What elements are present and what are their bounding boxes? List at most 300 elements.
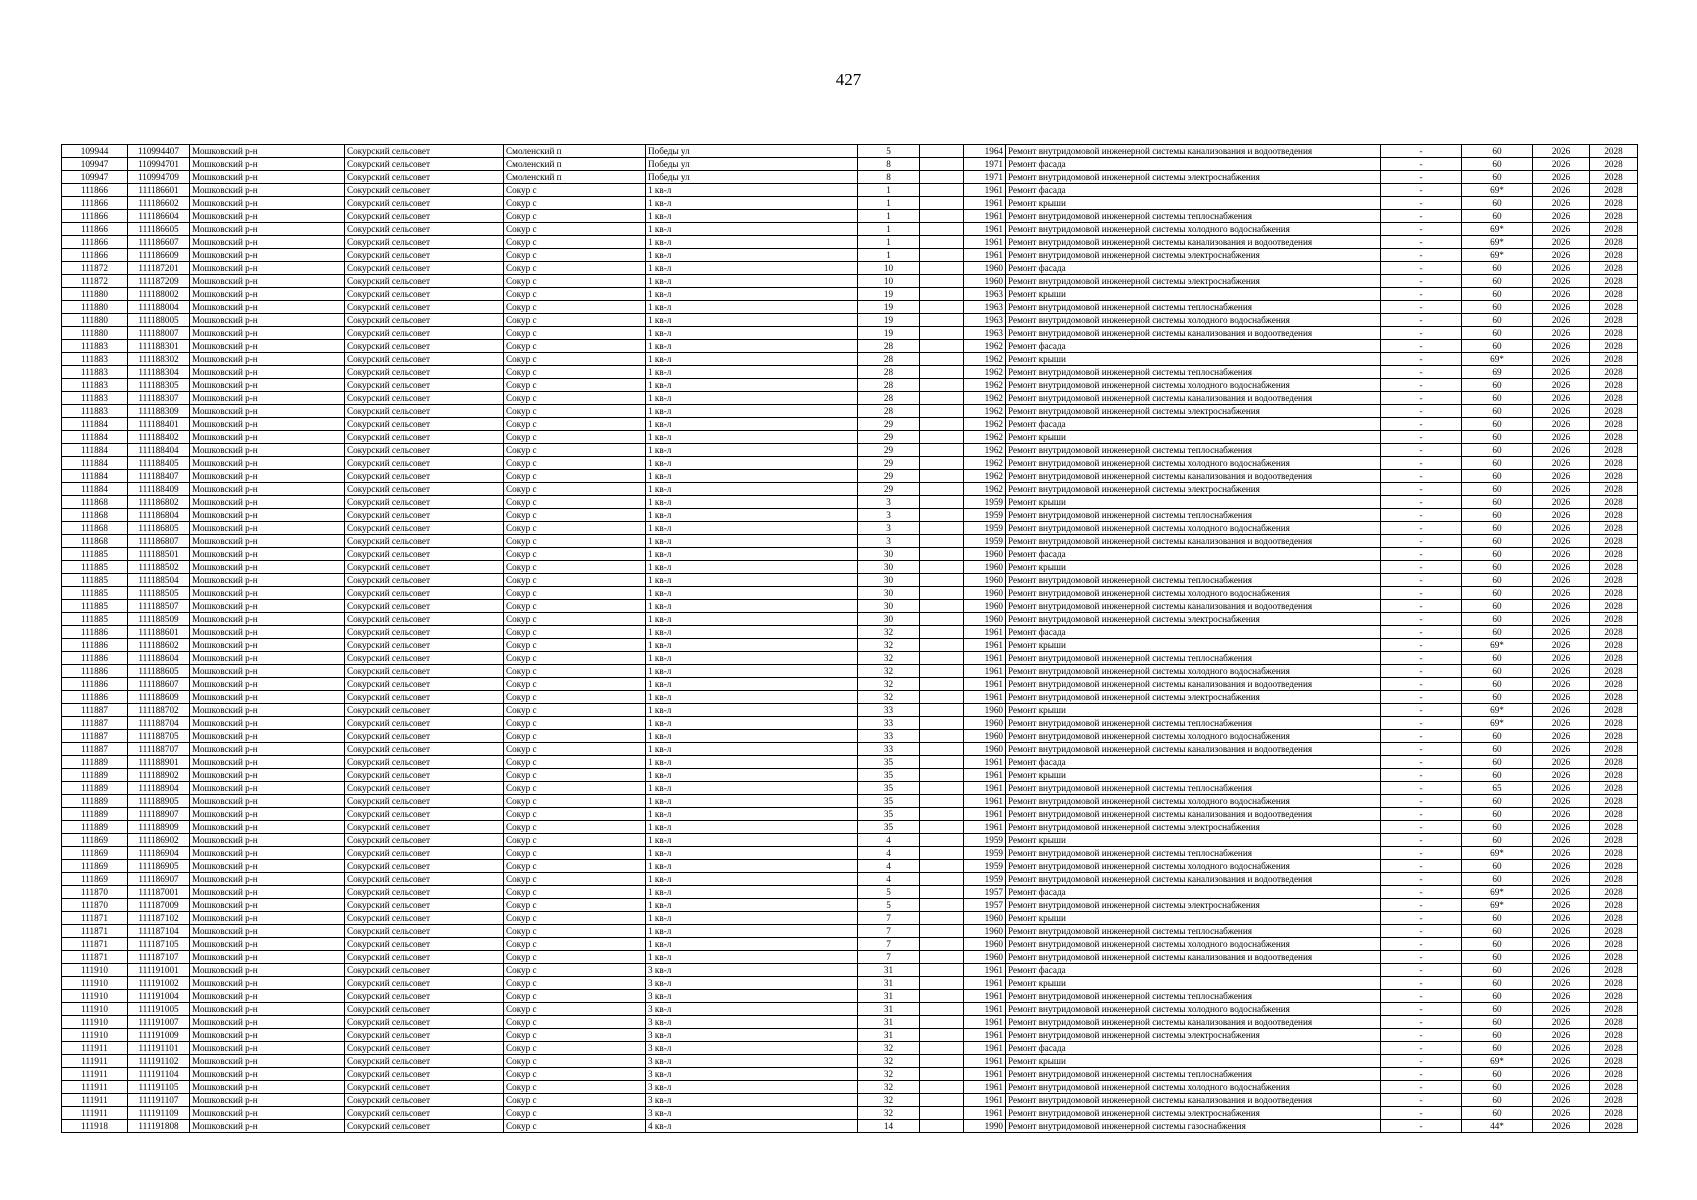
table-row (62, 1029, 1638, 1042)
cell-dash-column: - (1381, 1120, 1462, 1133)
cell-value: 60 (1462, 288, 1533, 301)
cell-locality: Сокур с (504, 873, 646, 886)
cell-house-id: 111910 (62, 964, 128, 977)
cell-house-number: 5 (858, 145, 920, 158)
cell-value: 60 (1462, 340, 1533, 353)
cell-house-id: 111872 (62, 262, 128, 275)
cell-house-id: 111910 (62, 990, 128, 1003)
cell-street: 1 кв-л (646, 821, 858, 834)
cell-work-id: 111186609 (128, 249, 190, 262)
cell-work-type: Ремонт фасада (1006, 756, 1381, 769)
cell-house-id: 109947 (62, 158, 128, 171)
cell-year-built: 1962 (964, 483, 1006, 496)
cell-year-built: 1961 (964, 197, 1006, 210)
cell-start-year: 2026 (1533, 756, 1590, 769)
cell-year-built: 1961 (964, 1016, 1006, 1029)
cell-start-year: 2026 (1533, 717, 1590, 730)
cell-value: 60 (1462, 1081, 1533, 1094)
table-row (62, 860, 1638, 873)
cell-house-number: 35 (858, 782, 920, 795)
cell-work-id: 111188901 (128, 756, 190, 769)
cell-work-id: 111188409 (128, 483, 190, 496)
cell-dash-column: - (1381, 847, 1462, 860)
table-row (62, 314, 1638, 327)
cell-work-type: Ремонт внутридомовой инженерной системы теплоснабжения (1006, 366, 1381, 379)
cell-year-built: 1960 (964, 704, 1006, 717)
cell-work-type: Ремонт внутридомовой инженерной системы холодного водоснабжения (1006, 1003, 1381, 1016)
cell-house-id: 111866 (62, 236, 128, 249)
cell-end-year: 2028 (1590, 912, 1638, 925)
cell-year-built: 1961 (964, 795, 1006, 808)
cell-district: Мошковский р-н (190, 938, 345, 951)
cell-work-type: Ремонт крыши (1006, 1055, 1381, 1068)
cell-district: Мошковский р-н (190, 1107, 345, 1120)
cell-end-year: 2028 (1590, 470, 1638, 483)
cell-house-number: 30 (858, 613, 920, 626)
cell-district: Мошковский р-н (190, 236, 345, 249)
cell-end-year: 2028 (1590, 184, 1638, 197)
cell-district: Мошковский р-н (190, 496, 345, 509)
cell-start-year: 2026 (1533, 1016, 1590, 1029)
cell-end-year: 2028 (1590, 405, 1638, 418)
cell-building (920, 366, 964, 379)
cell-house-number: 32 (858, 1068, 920, 1081)
cell-settlement: Сокурский сельсовет (345, 925, 504, 938)
cell-work-type: Ремонт внутридомовой инженерной системы электроснабжения (1006, 899, 1381, 912)
cell-dash-column: - (1381, 717, 1462, 730)
cell-end-year: 2028 (1590, 288, 1638, 301)
cell-building (920, 769, 964, 782)
cell-end-year: 2028 (1590, 1094, 1638, 1107)
cell-value: 60 (1462, 873, 1533, 886)
cell-house-id: 111918 (62, 1120, 128, 1133)
cell-locality: Сокур с (504, 236, 646, 249)
cell-street: 1 кв-л (646, 951, 858, 964)
cell-district: Мошковский р-н (190, 1003, 345, 1016)
cell-locality: Сокур с (504, 301, 646, 314)
cell-end-year: 2028 (1590, 1081, 1638, 1094)
cell-building (920, 171, 964, 184)
cell-start-year: 2026 (1533, 808, 1590, 821)
cell-work-type: Ремонт крыши (1006, 496, 1381, 509)
cell-house-number: 32 (858, 691, 920, 704)
cell-house-id: 111889 (62, 769, 128, 782)
cell-district: Мошковский р-н (190, 223, 345, 236)
cell-settlement: Сокурский сельсовет (345, 795, 504, 808)
cell-end-year: 2028 (1590, 171, 1638, 184)
cell-start-year: 2026 (1533, 262, 1590, 275)
cell-building (920, 912, 964, 925)
cell-start-year: 2026 (1533, 834, 1590, 847)
cell-house-number: 4 (858, 860, 920, 873)
cell-district: Мошковский р-н (190, 210, 345, 223)
cell-house-id: 111910 (62, 977, 128, 990)
cell-year-built: 1957 (964, 899, 1006, 912)
table-row (62, 353, 1638, 366)
cell-start-year: 2026 (1533, 860, 1590, 873)
cell-settlement: Сокурский сельсовет (345, 1120, 504, 1133)
cell-work-id: 111191102 (128, 1055, 190, 1068)
cell-value: 69* (1462, 353, 1533, 366)
cell-work-type: Ремонт внутридомовой инженерной системы электроснабжения (1006, 171, 1381, 184)
cell-house-number: 8 (858, 158, 920, 171)
cell-dash-column: - (1381, 1029, 1462, 1042)
cell-value: 60 (1462, 275, 1533, 288)
cell-end-year: 2028 (1590, 743, 1638, 756)
cell-value: 60 (1462, 613, 1533, 626)
table-row (62, 704, 1638, 717)
cell-house-id: 111880 (62, 314, 128, 327)
cell-locality: Сокур с (504, 756, 646, 769)
cell-year-built: 1959 (964, 535, 1006, 548)
cell-work-type: Ремонт внутридомовой инженерной системы канализования и водоотведения (1006, 951, 1381, 964)
cell-year-built: 1960 (964, 925, 1006, 938)
cell-work-id: 111188905 (128, 795, 190, 808)
cell-district: Мошковский р-н (190, 808, 345, 821)
cell-locality: Сокур с (504, 730, 646, 743)
cell-end-year: 2028 (1590, 691, 1638, 704)
cell-district: Мошковский р-н (190, 275, 345, 288)
cell-district: Мошковский р-н (190, 730, 345, 743)
cell-building (920, 522, 964, 535)
cell-settlement: Сокурский сельсовет (345, 613, 504, 626)
cell-district: Мошковский р-н (190, 639, 345, 652)
cell-settlement: Сокурский сельсовет (345, 483, 504, 496)
cell-street: 1 кв-л (646, 938, 858, 951)
cell-value: 60 (1462, 1094, 1533, 1107)
table-row (62, 171, 1638, 184)
cell-street: Победы ул (646, 171, 858, 184)
cell-start-year: 2026 (1533, 392, 1590, 405)
cell-work-id: 111188909 (128, 821, 190, 834)
cell-start-year: 2026 (1533, 210, 1590, 223)
cell-house-id: 111885 (62, 600, 128, 613)
table-row (62, 1042, 1638, 1055)
cell-dash-column: - (1381, 561, 1462, 574)
cell-dash-column: - (1381, 197, 1462, 210)
cell-street: 1 кв-л (646, 353, 858, 366)
table-row (62, 1107, 1638, 1120)
cell-start-year: 2026 (1533, 236, 1590, 249)
cell-work-type: Ремонт внутридомовой инженерной системы электроснабжения (1006, 249, 1381, 262)
cell-year-built: 1960 (964, 730, 1006, 743)
cell-end-year: 2028 (1590, 223, 1638, 236)
cell-end-year: 2028 (1590, 899, 1638, 912)
cell-end-year: 2028 (1590, 652, 1638, 665)
cell-work-type: Ремонт крыши (1006, 197, 1381, 210)
cell-building (920, 925, 964, 938)
cell-work-id: 111188601 (128, 626, 190, 639)
cell-building (920, 1029, 964, 1042)
cell-work-type: Ремонт внутридомовой инженерной системы теплоснабжения (1006, 990, 1381, 1003)
cell-value: 60 (1462, 821, 1533, 834)
cell-end-year: 2028 (1590, 782, 1638, 795)
cell-locality: Сокур с (504, 470, 646, 483)
cell-year-built: 1960 (964, 613, 1006, 626)
cell-building (920, 600, 964, 613)
cell-house-number: 31 (858, 1016, 920, 1029)
cell-work-id: 111188607 (128, 678, 190, 691)
cell-end-year: 2028 (1590, 769, 1638, 782)
cell-street: 1 кв-л (646, 223, 858, 236)
cell-street: 1 кв-л (646, 678, 858, 691)
cell-end-year: 2028 (1590, 210, 1638, 223)
cell-settlement: Сокурский сельсовет (345, 808, 504, 821)
cell-year-built: 1961 (964, 1068, 1006, 1081)
cell-house-id: 109944 (62, 145, 128, 158)
cell-end-year: 2028 (1590, 925, 1638, 938)
cell-district: Мошковский р-н (190, 535, 345, 548)
cell-end-year: 2028 (1590, 1042, 1638, 1055)
cell-dash-column: - (1381, 704, 1462, 717)
cell-house-number: 33 (858, 743, 920, 756)
cell-start-year: 2026 (1533, 301, 1590, 314)
cell-work-id: 111188505 (128, 587, 190, 600)
cell-year-built: 1961 (964, 678, 1006, 691)
cell-street: Победы ул (646, 158, 858, 171)
cell-year-built: 1961 (964, 1094, 1006, 1107)
cell-work-type: Ремонт крыши (1006, 561, 1381, 574)
cell-dash-column: - (1381, 158, 1462, 171)
cell-value: 60 (1462, 1107, 1533, 1120)
cell-building (920, 899, 964, 912)
cell-street: 1 кв-л (646, 704, 858, 717)
cell-work-type: Ремонт фасада (1006, 184, 1381, 197)
table-row (62, 379, 1638, 392)
cell-value: 60 (1462, 691, 1533, 704)
cell-work-id: 111186805 (128, 522, 190, 535)
cell-dash-column: - (1381, 444, 1462, 457)
cell-dash-column: - (1381, 678, 1462, 691)
cell-house-id: 111911 (62, 1055, 128, 1068)
cell-house-number: 35 (858, 795, 920, 808)
table-row (62, 392, 1638, 405)
cell-value: 69* (1462, 249, 1533, 262)
cell-value: 60 (1462, 1068, 1533, 1081)
cell-house-id: 111871 (62, 925, 128, 938)
cell-house-id: 111889 (62, 756, 128, 769)
cell-year-built: 1960 (964, 587, 1006, 600)
cell-work-id: 111188407 (128, 470, 190, 483)
cell-start-year: 2026 (1533, 1068, 1590, 1081)
cell-end-year: 2028 (1590, 847, 1638, 860)
cell-building (920, 860, 964, 873)
cell-year-built: 1961 (964, 782, 1006, 795)
cell-work-type: Ремонт внутридомовой инженерной системы холодного водоснабжения (1006, 522, 1381, 535)
cell-locality: Сокур с (504, 509, 646, 522)
cell-house-id: 111911 (62, 1042, 128, 1055)
cell-locality: Сокур с (504, 990, 646, 1003)
cell-end-year: 2028 (1590, 860, 1638, 873)
cell-end-year: 2028 (1590, 951, 1638, 964)
cell-dash-column: - (1381, 925, 1462, 938)
cell-year-built: 1959 (964, 873, 1006, 886)
cell-value: 60 (1462, 496, 1533, 509)
cell-locality: Сокур с (504, 431, 646, 444)
cell-district: Мошковский р-н (190, 392, 345, 405)
cell-year-built: 1963 (964, 314, 1006, 327)
cell-work-id: 111188504 (128, 574, 190, 587)
cell-building (920, 1068, 964, 1081)
cell-value: 69* (1462, 886, 1533, 899)
cell-work-type: Ремонт фасада (1006, 158, 1381, 171)
cell-building (920, 418, 964, 431)
cell-value: 69* (1462, 223, 1533, 236)
table-row (62, 626, 1638, 639)
cell-work-type: Ремонт внутридомовой инженерной системы электроснабжения (1006, 821, 1381, 834)
table-row (62, 847, 1638, 860)
cell-house-number: 19 (858, 288, 920, 301)
cell-dash-column: - (1381, 600, 1462, 613)
cell-house-id: 111880 (62, 301, 128, 314)
cell-district: Мошковский р-н (190, 600, 345, 613)
cell-value: 60 (1462, 1003, 1533, 1016)
cell-year-built: 1960 (964, 717, 1006, 730)
table-row (62, 769, 1638, 782)
table-row (62, 444, 1638, 457)
table-row (62, 301, 1638, 314)
cell-work-type: Ремонт внутридомовой инженерной системы канализования и водоотведения (1006, 392, 1381, 405)
cell-dash-column: - (1381, 756, 1462, 769)
cell-work-type: Ремонт внутридомовой инженерной системы холодного водоснабжения (1006, 314, 1381, 327)
cell-district: Мошковский р-н (190, 418, 345, 431)
cell-street: 1 кв-л (646, 431, 858, 444)
cell-settlement: Сокурский сельсовет (345, 379, 504, 392)
cell-locality: Сокур с (504, 587, 646, 600)
cell-street: 3 кв-л (646, 977, 858, 990)
cell-work-id: 111188005 (128, 314, 190, 327)
cell-district: Мошковский р-н (190, 1068, 345, 1081)
cell-building (920, 288, 964, 301)
cell-street: 3 кв-л (646, 1029, 858, 1042)
table-row (62, 1081, 1638, 1094)
cell-value: 69 (1462, 366, 1533, 379)
cell-locality: Сокур с (504, 353, 646, 366)
cell-work-type: Ремонт внутридомовой инженерной системы холодного водоснабжения (1006, 665, 1381, 678)
cell-house-number: 33 (858, 730, 920, 743)
table-row (62, 535, 1638, 548)
cell-work-id: 111188509 (128, 613, 190, 626)
cell-year-built: 1960 (964, 938, 1006, 951)
cell-end-year: 2028 (1590, 314, 1638, 327)
cell-year-built: 1963 (964, 301, 1006, 314)
cell-work-type: Ремонт фасада (1006, 418, 1381, 431)
cell-year-built: 1971 (964, 171, 1006, 184)
cell-house-id: 111868 (62, 509, 128, 522)
cell-house-number: 28 (858, 340, 920, 353)
cell-year-built: 1961 (964, 977, 1006, 990)
table-row (62, 457, 1638, 470)
cell-district: Мошковский р-н (190, 613, 345, 626)
cell-house-number: 3 (858, 522, 920, 535)
cell-year-built: 1962 (964, 470, 1006, 483)
cell-work-type: Ремонт внутридомовой инженерной системы теплоснабжения (1006, 574, 1381, 587)
cell-locality: Сокур с (504, 184, 646, 197)
cell-building (920, 1042, 964, 1055)
cell-start-year: 2026 (1533, 652, 1590, 665)
cell-district: Мошковский р-н (190, 1016, 345, 1029)
cell-dash-column: - (1381, 509, 1462, 522)
cell-building (920, 158, 964, 171)
cell-work-id: 111187104 (128, 925, 190, 938)
cell-work-type: Ремонт фасада (1006, 262, 1381, 275)
cell-end-year: 2028 (1590, 665, 1638, 678)
cell-settlement: Сокурский сельсовет (345, 288, 504, 301)
cell-building (920, 301, 964, 314)
cell-start-year: 2026 (1533, 821, 1590, 834)
cell-locality: Сокур с (504, 847, 646, 860)
table-row (62, 717, 1638, 730)
cell-district: Мошковский р-н (190, 444, 345, 457)
cell-street: 1 кв-л (646, 600, 858, 613)
cell-start-year: 2026 (1533, 223, 1590, 236)
cell-start-year: 2026 (1533, 145, 1590, 158)
cell-start-year: 2026 (1533, 899, 1590, 912)
cell-district: Мошковский р-н (190, 665, 345, 678)
cell-dash-column: - (1381, 899, 1462, 912)
table-row (62, 613, 1638, 626)
cell-settlement: Сокурский сельсовет (345, 1107, 504, 1120)
cell-dash-column: - (1381, 431, 1462, 444)
cell-year-built: 1962 (964, 431, 1006, 444)
cell-work-id: 111188304 (128, 366, 190, 379)
cell-work-type: Ремонт внутридомовой инженерной системы электроснабжения (1006, 1107, 1381, 1120)
cell-year-built: 1959 (964, 860, 1006, 873)
cell-start-year: 2026 (1533, 379, 1590, 392)
cell-locality: Сокур с (504, 379, 646, 392)
cell-dash-column: - (1381, 275, 1462, 288)
cell-building (920, 704, 964, 717)
cell-locality: Сокур с (504, 314, 646, 327)
cell-start-year: 2026 (1533, 457, 1590, 470)
cell-house-id: 111880 (62, 288, 128, 301)
cell-building (920, 197, 964, 210)
cell-street: 1 кв-л (646, 561, 858, 574)
cell-dash-column: - (1381, 301, 1462, 314)
cell-work-id: 111186907 (128, 873, 190, 886)
cell-value: 60 (1462, 379, 1533, 392)
cell-building (920, 1055, 964, 1068)
cell-year-built: 1960 (964, 548, 1006, 561)
cell-building (920, 691, 964, 704)
cell-street: 1 кв-л (646, 756, 858, 769)
cell-house-id: 111885 (62, 548, 128, 561)
cell-work-id: 111188605 (128, 665, 190, 678)
cell-work-id: 111188904 (128, 782, 190, 795)
cell-work-type: Ремонт крыши (1006, 639, 1381, 652)
cell-street: 1 кв-л (646, 444, 858, 457)
cell-house-id: 111883 (62, 340, 128, 353)
cell-work-type: Ремонт внутридомовой инженерной системы холодного водоснабжения (1006, 938, 1381, 951)
cell-start-year: 2026 (1533, 405, 1590, 418)
cell-locality: Сокур с (504, 561, 646, 574)
cell-settlement: Сокурский сельсовет (345, 964, 504, 977)
cell-locality: Сокур с (504, 613, 646, 626)
cell-settlement: Сокурский сельсовет (345, 197, 504, 210)
cell-district: Мошковский р-н (190, 964, 345, 977)
cell-work-type: Ремонт внутридомовой инженерной системы канализования и водоотведения (1006, 535, 1381, 548)
cell-year-built: 1961 (964, 223, 1006, 236)
cell-dash-column: - (1381, 730, 1462, 743)
cell-value: 60 (1462, 574, 1533, 587)
cell-dash-column: - (1381, 782, 1462, 795)
cell-house-id: 111866 (62, 249, 128, 262)
cell-start-year: 2026 (1533, 574, 1590, 587)
cell-end-year: 2028 (1590, 613, 1638, 626)
table-row (62, 340, 1638, 353)
cell-work-type: Ремонт внутридомовой инженерной системы холодного водоснабжения (1006, 457, 1381, 470)
cell-end-year: 2028 (1590, 795, 1638, 808)
